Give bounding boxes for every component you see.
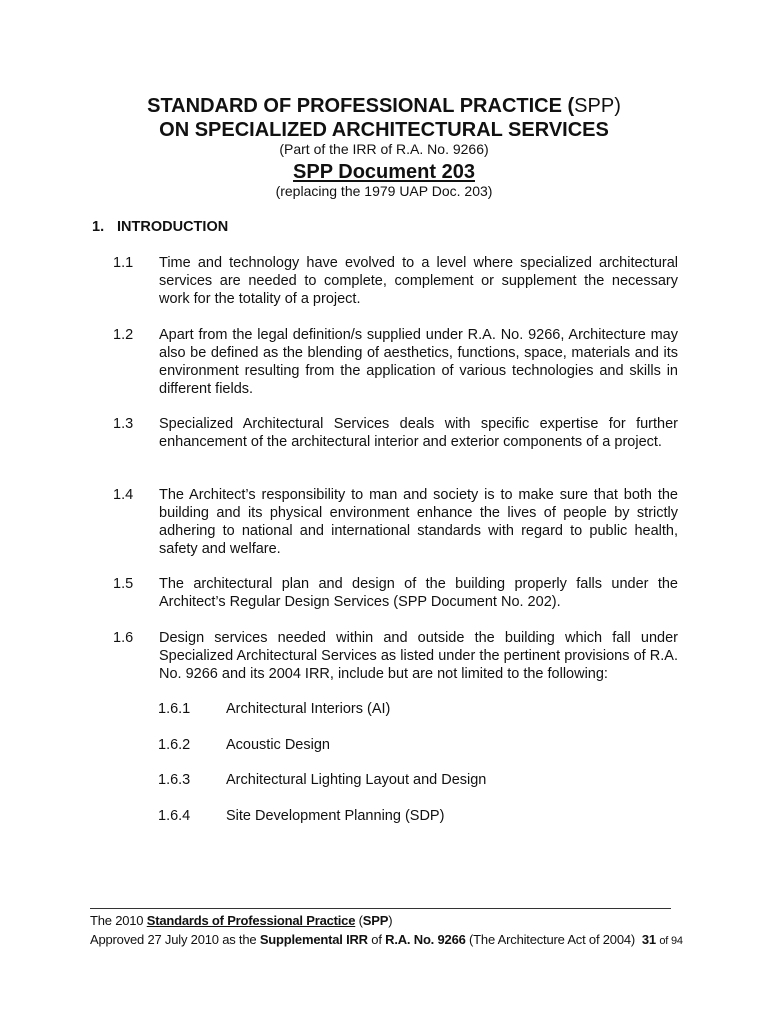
subitem-1-6-4: 1.6.4 Site Development Planning (SDP) — [158, 808, 445, 824]
footer-line2: Approved 27 July 2010 as the Supplemental IRR of R.A. No. 9266 (The Architecture Act of 2004) 31 of 94 — [90, 932, 683, 947]
spp-document-title: SPP Document 203 — [293, 161, 475, 183]
page-total: of 94 — [659, 935, 683, 947]
paragraph-1-1: 1.1 Time and technology have evolved to a level where specialized architectural services are needed to complete, complement or supplement the necessary work for the totality of a project. — [113, 255, 678, 307]
page-number: 31 — [641, 932, 656, 947]
paragraph-1-3: 1.3 Specialized Architectural Services deals with specific expertise for further enhancement of the architectural interior and exterior components of a project. — [113, 416, 678, 450]
subitem-1-6-3: 1.6.3 Architectural Lighting Layout and Design — [158, 772, 487, 788]
part-of-note: (Part of the IRR of R.A. No. 9266) — [279, 141, 489, 157]
paragraph-1-5: 1.5 The architectural plan and design of the building properly falls under the Architect’s Regular Design Services (SPP Document No. 202). — [113, 576, 678, 610]
document-title-line2: ON SPECIALIZED ARCHITECTURAL SERVICES — [159, 119, 609, 141]
replacing-note: (replacing the 1979 UAP Doc. 203) — [275, 183, 493, 199]
document-title-line1: STANDARD OF PROFESSIONAL PRACTICE (SPP) — [147, 95, 621, 117]
subitem-1-6-1: 1.6.1 Architectural Interiors (AI) — [158, 701, 391, 717]
section-heading-introduction: 1. INTRODUCTION — [92, 219, 229, 235]
footer-divider — [90, 908, 671, 909]
paragraph-1-4: 1.4 The Architect’s responsibility to man and society is to make sure that both the building and its physical environment enhance the lives of people by strictly adhering to national and international standards with regard to public health, safety and welfare. — [113, 487, 678, 557]
paragraph-1-2: 1.2 Apart from the legal definition/s supplied under R.A. No. 9266, Architecture may also be defined as the blending of aesthetics, functions, space, materials and its environment resulting from the application of various technologies and skills in different fields. — [113, 327, 678, 397]
subitem-1-6-2: 1.6.2 Acoustic Design — [158, 737, 330, 753]
footer-line1: The 2010 Standards of Professional Practice (SPP) — [90, 913, 393, 928]
paragraph-1-6: 1.6 Design services needed within and outside the building which fall under Specialized Architectural Services as listed under the pertinent provisions of R.A. No. 9266 and its 2004 IRR, include but are not limited to the following: — [113, 630, 678, 682]
